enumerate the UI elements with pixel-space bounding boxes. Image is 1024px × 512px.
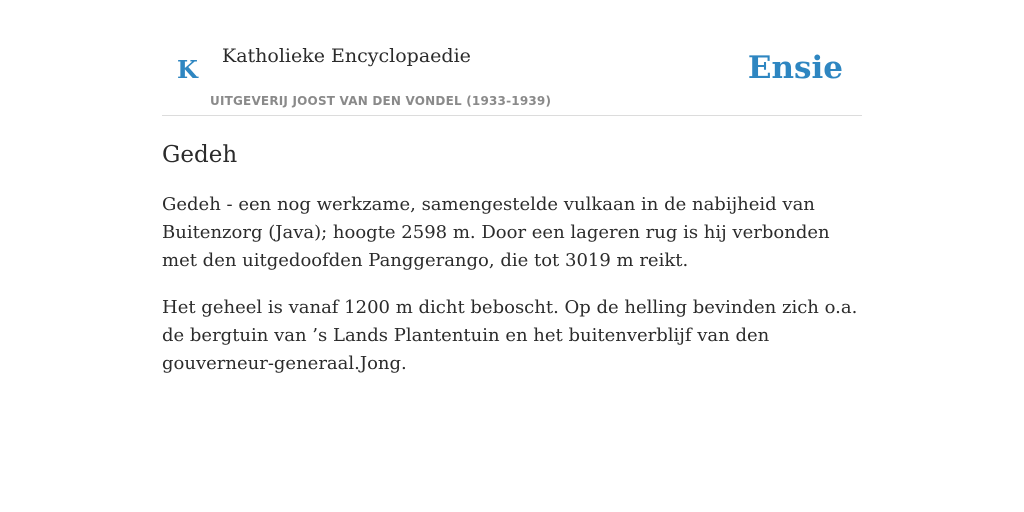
logo-k-icon[interactable]: K xyxy=(177,55,198,84)
article-paragraph-1: Gedeh - een nog werkzame, samengestelde vulkaan in de nabijheid van Buitenzorg (Java); hoogte 2598 m. Door een lageren rug is hij verbonden met den uitgedoofden Panggerango, die tot 3019 m reikt. xyxy=(162,194,830,271)
site-header xyxy=(162,0,862,116)
site-subtitle: UITGEVERIJ JOOST VAN DEN VONDEL (1933-1939) xyxy=(210,94,552,108)
article-paragraph-2: Het geheel is vanaf 1200 m dicht beboscht. Op de helling bevinden zich o.a. de bergtuin van ’s Lands Plantentuin en het buitenverblijf van den gouverneur-generaal.Jong. xyxy=(162,297,858,374)
ensie-brand-link[interactable]: Ensie xyxy=(747,50,843,86)
page-container xyxy=(162,0,862,378)
site-title-link[interactable]: Katholieke Encyclopaedie xyxy=(222,45,471,67)
article-title: Gedeh xyxy=(162,142,238,168)
